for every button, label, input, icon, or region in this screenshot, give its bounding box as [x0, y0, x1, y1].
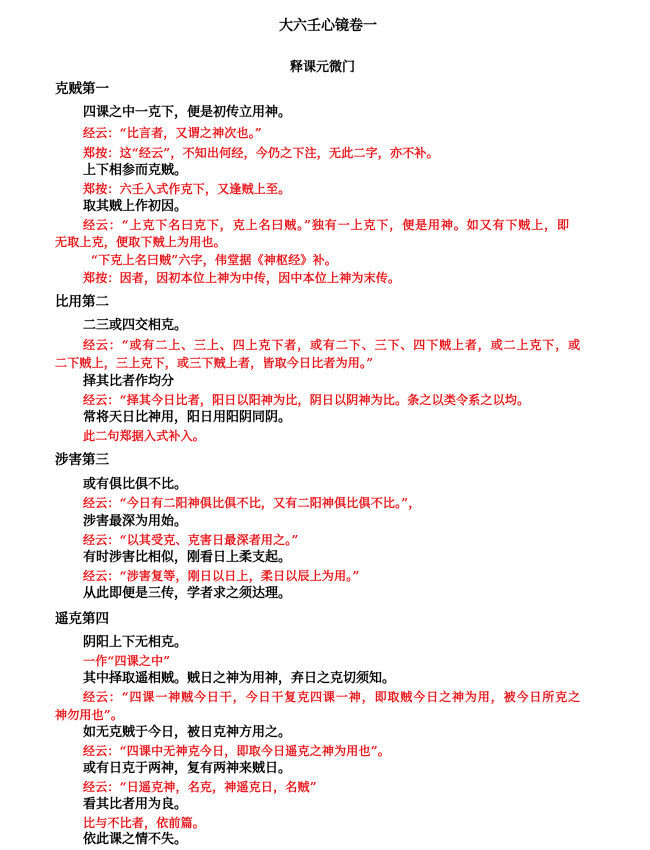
verse-line: 四课之中一克下，便是初传立用神。: [83, 105, 292, 120]
verse-line: 二三或四交相克。: [83, 318, 188, 333]
commentary-line: 二下贼上，三上克下，或三下贼上者，皆取今日比者为用。”: [55, 356, 374, 370]
verse-line: 看其比者用为良。: [83, 797, 188, 812]
commentary-line: 郑按：因者，因初本位上神为中传，因中本位上神为末传。: [83, 271, 401, 285]
section-heading-3: 涉害第三: [55, 452, 109, 468]
commentary-line: 神勿用也”。: [55, 708, 124, 722]
commentary-line: 郑按：这“经云”，不知出何经，今仍之下注，无此二字，亦不补。: [83, 146, 439, 160]
verse-line: 从此即便是三传，学者求之须达理。: [83, 586, 292, 601]
document-subtitle: 释课元微门: [290, 60, 356, 75]
commentary-line: 经云：“上克下名曰克下，克上名曰贼。”独有一上克下，便是用神。如又有下贼上，即: [83, 218, 570, 232]
commentary-line: 此二句郑据入式补入。: [83, 429, 206, 443]
commentary-line: 经云：“以其受克、克害日最深者用之。”: [83, 533, 299, 547]
verse-line: 阴阳上下无相克。: [83, 635, 188, 650]
verse-line: 其中择取遥相贼。贼日之神为用神，弃日之克切须知。: [83, 671, 396, 686]
verse-line: 有时涉害比相似，刚看日上柔支起。: [83, 550, 292, 565]
commentary-line: “下克上名曰贼”六字，伟堂据《神枢经》补。: [91, 253, 338, 267]
verse-line: 或有日克于两神，复有两神来贼日。: [83, 761, 292, 776]
commentary-line: 经云：“四课中无神克今日，即取今日遥克之神为用也”。: [83, 744, 391, 758]
section-heading-1: 克贼第一: [55, 81, 109, 97]
verse-line: 或有俱比俱不比。: [83, 477, 188, 492]
verse-line: 依此课之情不失。: [83, 832, 188, 847]
section-heading-4: 遥克第四: [55, 611, 109, 627]
commentary-line: 经云：“日遥克神，名克，神遥克日，名贼”: [83, 780, 317, 794]
commentary-line: 经云：“今日有二阳神俱比俱不比，又有二阳神俱比俱不比。”，: [83, 496, 421, 510]
section-heading-2: 比用第二: [55, 294, 109, 310]
verse-line: 涉害最深为用始。: [83, 514, 188, 529]
verse-line: 择其比者作均分: [83, 374, 175, 389]
document-title: 大六壬心镜卷一: [279, 18, 377, 34]
commentary-line: 经云：“涉害复等，刚日以日上，柔日以辰上为用。”: [83, 569, 360, 583]
commentary-line: 经云：“或有二上、三上、四上克下者，或有二下、三下、四下贼上者，或二上克下，或: [83, 338, 582, 352]
verse-line: 取其贼上作初因。: [83, 199, 188, 214]
commentary-line: 比与不比者，依前篇。: [83, 816, 206, 830]
commentary-line: 无取上克，便取下贼上为用也。: [55, 235, 226, 249]
commentary-line: 经云：“四课一神贼今日干，今日干复克四课一神，即取贼今日之神为用，被今日所克之: [83, 690, 582, 704]
verse-line: 上下相参而克贼。: [83, 163, 188, 178]
verse-line: 如无克贼于今日，被日克神方用之。: [83, 725, 292, 740]
commentary-line: 经云：“比言者，又谓之神次也。”: [83, 126, 263, 140]
commentary-line: 经云：“择其今日比者，阳日以阳神为比，阴日以阴神为比。条之以类令系之以均。: [83, 393, 530, 407]
commentary-line: 郑按：六壬入式作克下，又逢贼上至。: [83, 182, 291, 196]
commentary-line: 一作“四课之中”: [83, 654, 171, 668]
verse-line: 常将天日比神用，阳日用阳阴同阴。: [83, 410, 292, 425]
